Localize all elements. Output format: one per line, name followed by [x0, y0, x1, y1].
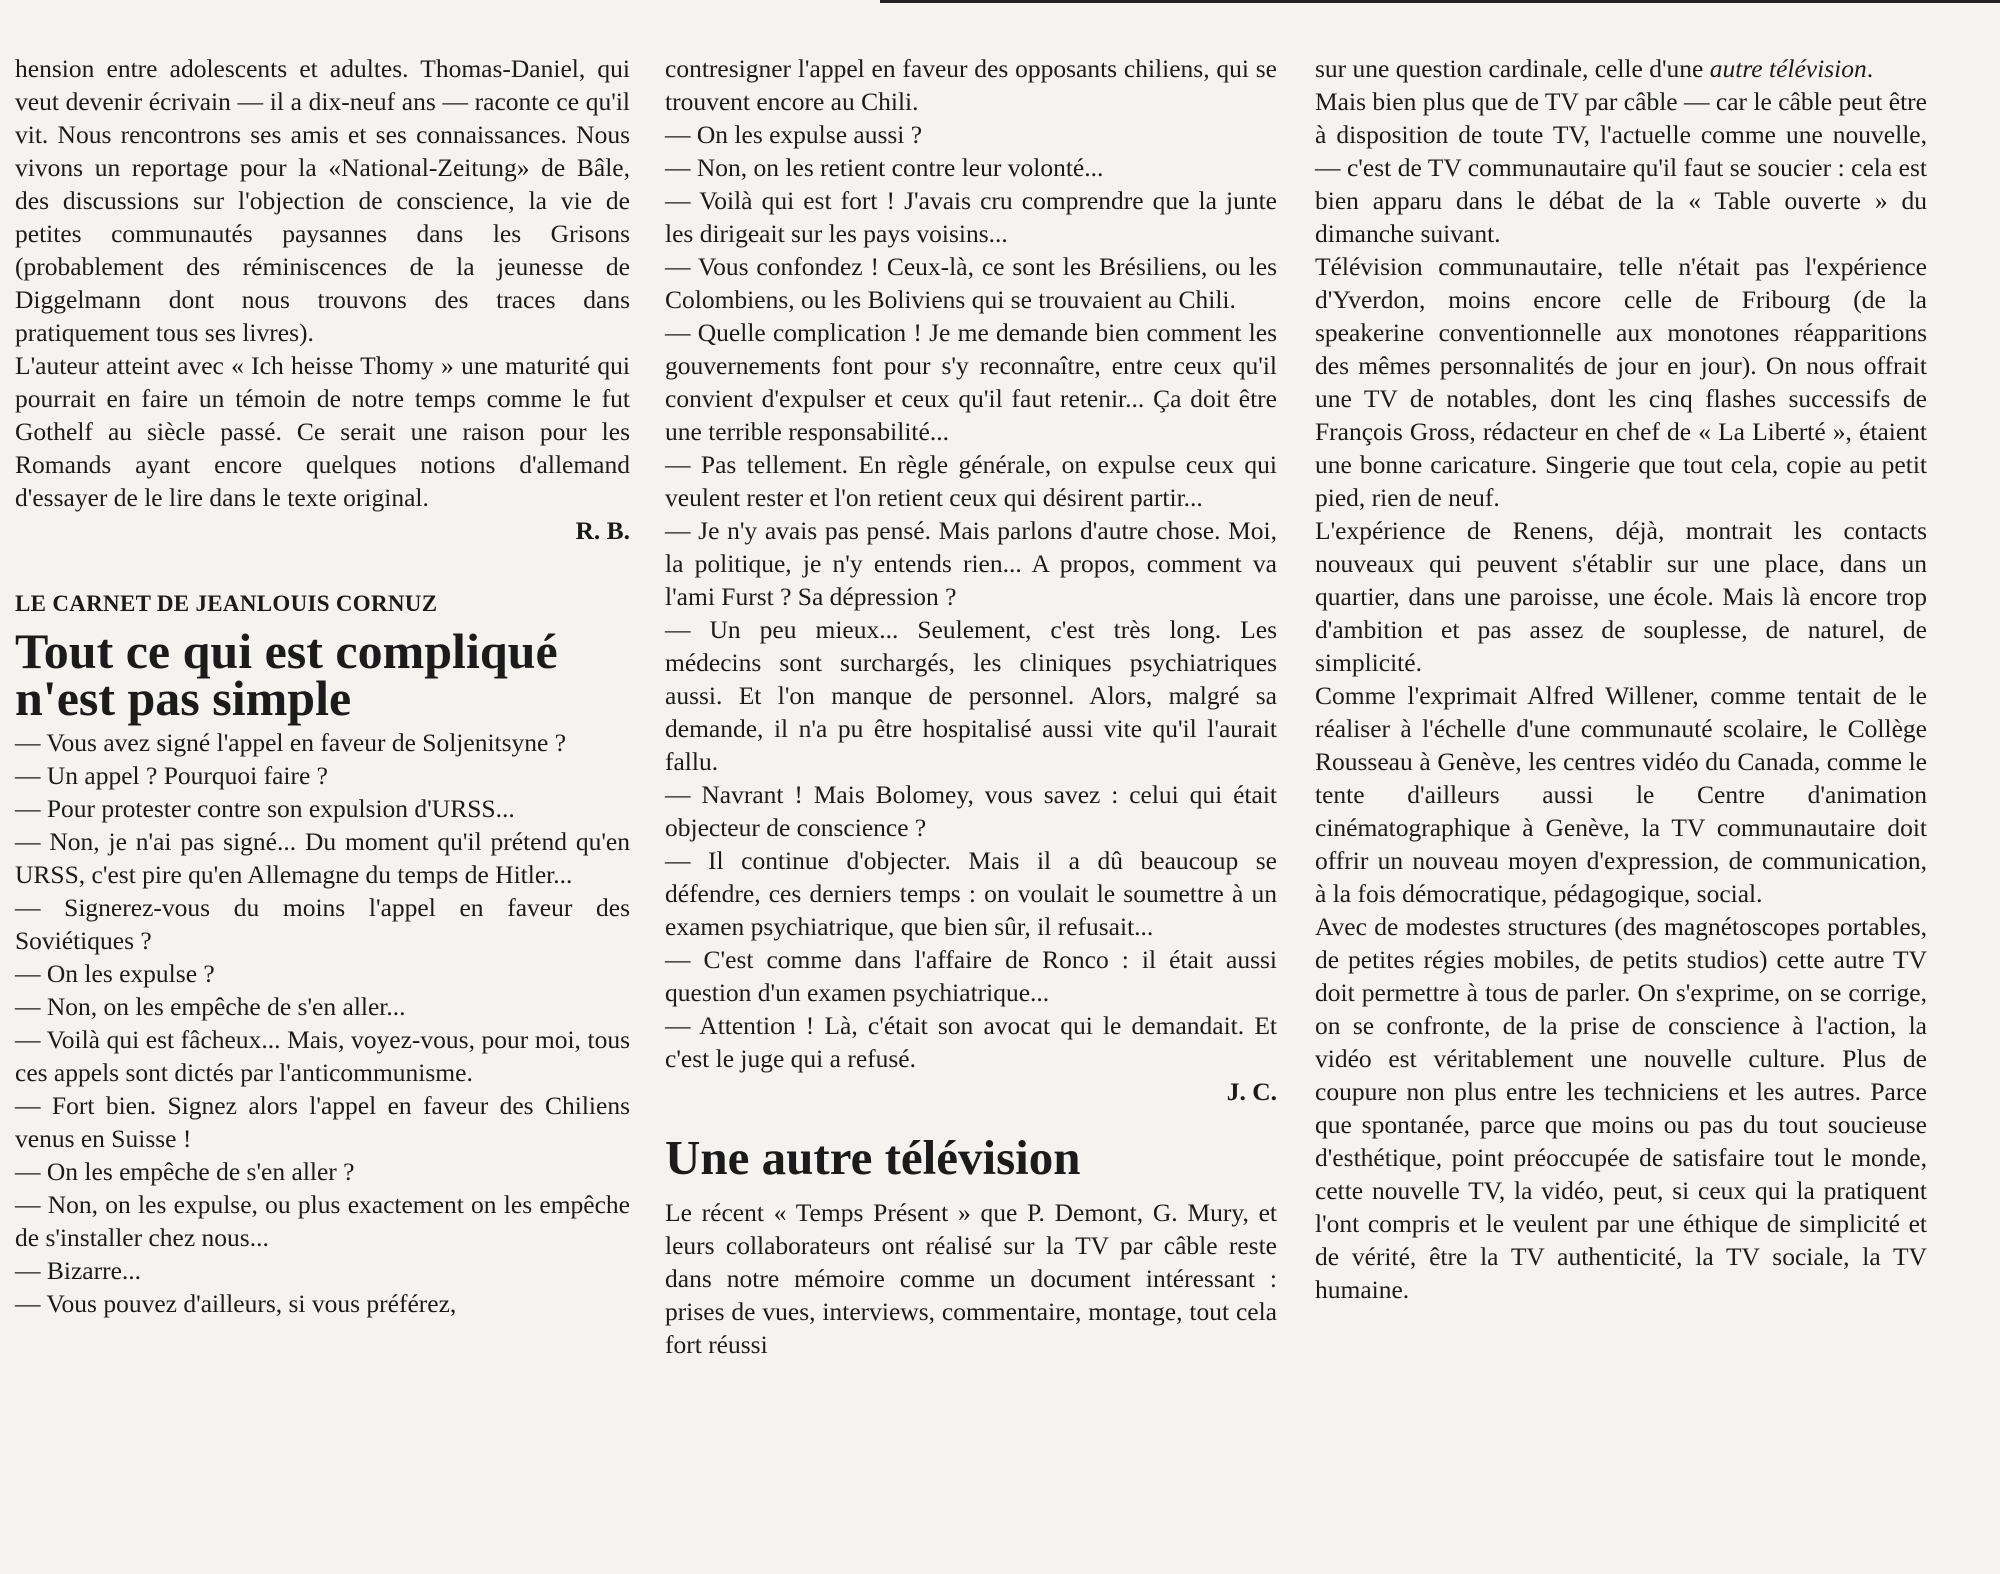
dialogue-line: — On les expulse ? — [15, 959, 215, 988]
headline-line-1: Tout ce qui est compliqué — [15, 623, 558, 679]
dialogue-line: — Un peu mieux... Seulement, c'est très long. Les médecins sont surchargés, les cliniques psychiatriques aussi. Et l'on manque de personnel. Alors, malgré sa demande, il n'a pu être hospitalisé aussi vite qu'il l'aurait fallu. — [665, 615, 1277, 776]
continuation-text: sur une question cardinale, celle d'une — [1315, 54, 1710, 83]
signature-jc: J. C. — [1226, 1077, 1277, 1106]
dialogue-line: — Pas tellement. En règle générale, on expulse ceux qui veulent rester et l'on retient ceux qui désirent partir... — [665, 450, 1277, 512]
paragraph: hension entre adolescents et adultes. Thomas-Daniel, qui veut devenir écrivain — il a dix-neuf ans — raconte ce qu'il vit. Nous rencontrons ses amis et ses connaissances. Nous vivons un reportage pour la «National-Zeitung» de Bâle, des discussions sur l'objection de conscience, la vie de petites communautés paysannes dans les Grisons (probablement des réminiscences de la jeunesse de Diggelmann dont nous trouvons des traces dans pratiquement tous ses livres). — [15, 54, 630, 347]
article-headline-2: Une autre télévision — [665, 1130, 1081, 1185]
column-1 — [15, 52, 630, 1320]
paragraph: Avec de modestes structures (des magnétoscopes portables, de petites régies mobiles, de petits studios) cette autre TV doit permettre à tous de parler. On s'exprime, on se corrige, on se confronte, de la prise de conscience à l'action, la vidéo est véritablement une nouvelle culture. Plus de coupure non plus entre les techniciens et les autres. Parce que spontanée, parce que moins ou pas du tout soucieuse d'esthétique, point préoccupée de satisfaire tout le monde, cette nouvelle TV, la vidéo, peut, si ceux qui la pratiquent l'ont compris et le veulent par une éthique de simplicité et de vérité, être la TV authenticité, la TV sociale, la TV humaine. — [1315, 912, 1927, 1304]
dialogue-line: — Pour protester contre son expulsion d'URSS... — [15, 794, 515, 823]
paragraph: Le récent « Temps Présent » que P. Demont, G. Mury, et leurs collaborateurs ont réalisé sur la TV par câble reste dans notre mémoire comme un document intéressant : prises de vues, interviews, commentaire, montage, tout cela fort réussi — [665, 1198, 1277, 1359]
dialogue-line: — Quelle complication ! Je me demande bien comment les gouvernements font pour s'y reconnaître, entre ceux qu'il convient d'expulser et ceux qu'il faut retenir... Ça doit être une terrible responsabilité... — [665, 318, 1277, 446]
dialogue-line: — Il continue d'objecter. Mais il a dû beaucoup se défendre, ces derniers temps : on voulait le soumettre à un examen psychiatrique, que bien sûr, il refusait... — [665, 846, 1277, 941]
column-3 — [1315, 52, 1927, 1306]
dialogue-line: — Non, on les retient contre leur volonté... — [665, 153, 1104, 182]
dialogue-line: — On les expulse aussi ? — [665, 120, 923, 149]
paragraph: Télévision communautaire, telle n'était pas l'expérience d'Yverdon, moins encore celle de Fribourg (de la speakerine conventionnelle aux monotones réapparitions des mêmes personnalités de jour en jour). On nous offrait une TV de notables, dont les cinq flashes successifs de François Gross, rédacteur en chef de « La Liberté », étaient une bonne caricature. Singerie que tout cela, copie au petit pied, rien de neuf. — [1315, 252, 1927, 512]
dialogue-line: — Vous pouvez d'ailleurs, si vous préférez, — [15, 1289, 457, 1318]
column-2 — [665, 52, 1277, 1361]
dialogue-line: — Non, on les expulse, ou plus exactement on les empêche de s'installer chez nous... — [15, 1190, 630, 1252]
column-kicker: LE CARNET DE JEANLOUIS CORNUZ — [15, 591, 438, 616]
dialogue-line: — Un appel ? Pourquoi faire ? — [15, 761, 328, 790]
dialogue-line: — Fort bien. Signez alors l'appel en faveur des Chiliens venus en Suisse ! — [15, 1091, 630, 1153]
paragraph: L'expérience de Renens, déjà, montrait les contacts nouveaux qui peuvent s'établir sur une place, dans un quartier, dans une paroisse, une école. Mais là encore trop d'ambition et pas assez de souplesse, de naturel, de simplicité. — [1315, 516, 1927, 677]
dialogue-line: — Bizarre... — [15, 1256, 142, 1285]
signature-rb: R. B. — [575, 516, 630, 545]
dialogue-line: — Vous confondez ! Ceux-là, ce sont les Brésiliens, ou les Colombiens, ou les Boliviens qui se trouvaient au Chili. — [665, 252, 1277, 314]
dialogue-line: — Navrant ! Mais Bolomey, vous savez : celui qui était objecteur de conscience ? — [665, 780, 1277, 842]
continuation-italic: autre télévision — [1709, 54, 1867, 83]
dialogue-line: — Non, on les empêche de s'en aller... — [15, 992, 406, 1021]
dialogue-line: — Attention ! Là, c'était son avocat qui le demandait. Et c'est le juge qui a refusé. — [665, 1011, 1277, 1073]
dialogue-line: — Signerez-vous du moins l'appel en faveur des Soviétiques ? — [15, 893, 630, 955]
article-headline-1 — [15, 623, 630, 726]
paragraph: L'auteur atteint avec « Ich heisse Thomy » une maturité qui pourrait en faire un témoin de notre temps comme le fut Gothelf au siècle passé. Ce serait une raison pour les Romands ayant encore quelques notions d'allemand d'essayer de le lire dans le texte original. — [15, 351, 630, 512]
paragraph: Comme l'exprimait Alfred Willener, comme tentait de le réaliser à l'échelle d'une communauté scolaire, le Collège Rousseau à Genève, les centres vidéo du Canada, comme le tente d'ailleurs aussi le Centre d'animation cinématographique à Genève, la TV communautaire doit offrir un nouveau moyen d'expression, de communication, à la fois démocratique, pédagogique, social. — [1315, 681, 1927, 908]
top-rule — [880, 0, 2000, 3]
paragraph — [1315, 52, 1927, 85]
dialogue-line: — On les empêche de s'en aller ? — [15, 1157, 355, 1186]
dialogue-line: — Voilà qui est fâcheux... Mais, voyez-vous, pour moi, tous ces appels sont dictés par l'anticommunisme. — [15, 1025, 630, 1087]
dialogue-line: — Non, je n'ai pas signé... Du moment qu'il prétend qu'en URSS, c'est pire qu'en Allemagne du temps de Hitler... — [15, 827, 630, 889]
continuation-end: . — [1866, 54, 1874, 83]
dialogue-line: — C'est comme dans l'affaire de Ronco : il était aussi question d'un examen psychiatrique... — [665, 945, 1277, 1007]
dialogue-line: — Vous avez signé l'appel en faveur de Soljenitsyne ? — [15, 728, 567, 757]
dialogue-line: contresigner l'appel en faveur des opposants chiliens, qui se trouvent encore au Chili. — [665, 54, 1277, 116]
headline-line-2: n'est pas simple — [15, 670, 352, 726]
dialogue-line: — Voilà qui est fort ! J'avais cru comprendre que la junte les dirigeait sur les pays voisins... — [665, 186, 1277, 248]
dialogue-line: — Je n'y avais pas pensé. Mais parlons d'autre chose. Moi, la politique, je n'y entends rien... A propos, comment va l'ami Furst ? Sa dépression ? — [665, 516, 1277, 611]
paragraph: Mais bien plus que de TV par câble — car le câble peut être à disposition de toute TV, l'actuelle comme une nouvelle, — c'est de TV communautaire qu'il faut se soucier : cela est bien apparu dans le débat de la « Table ouverte » du dimanche suivant. — [1315, 87, 1927, 248]
